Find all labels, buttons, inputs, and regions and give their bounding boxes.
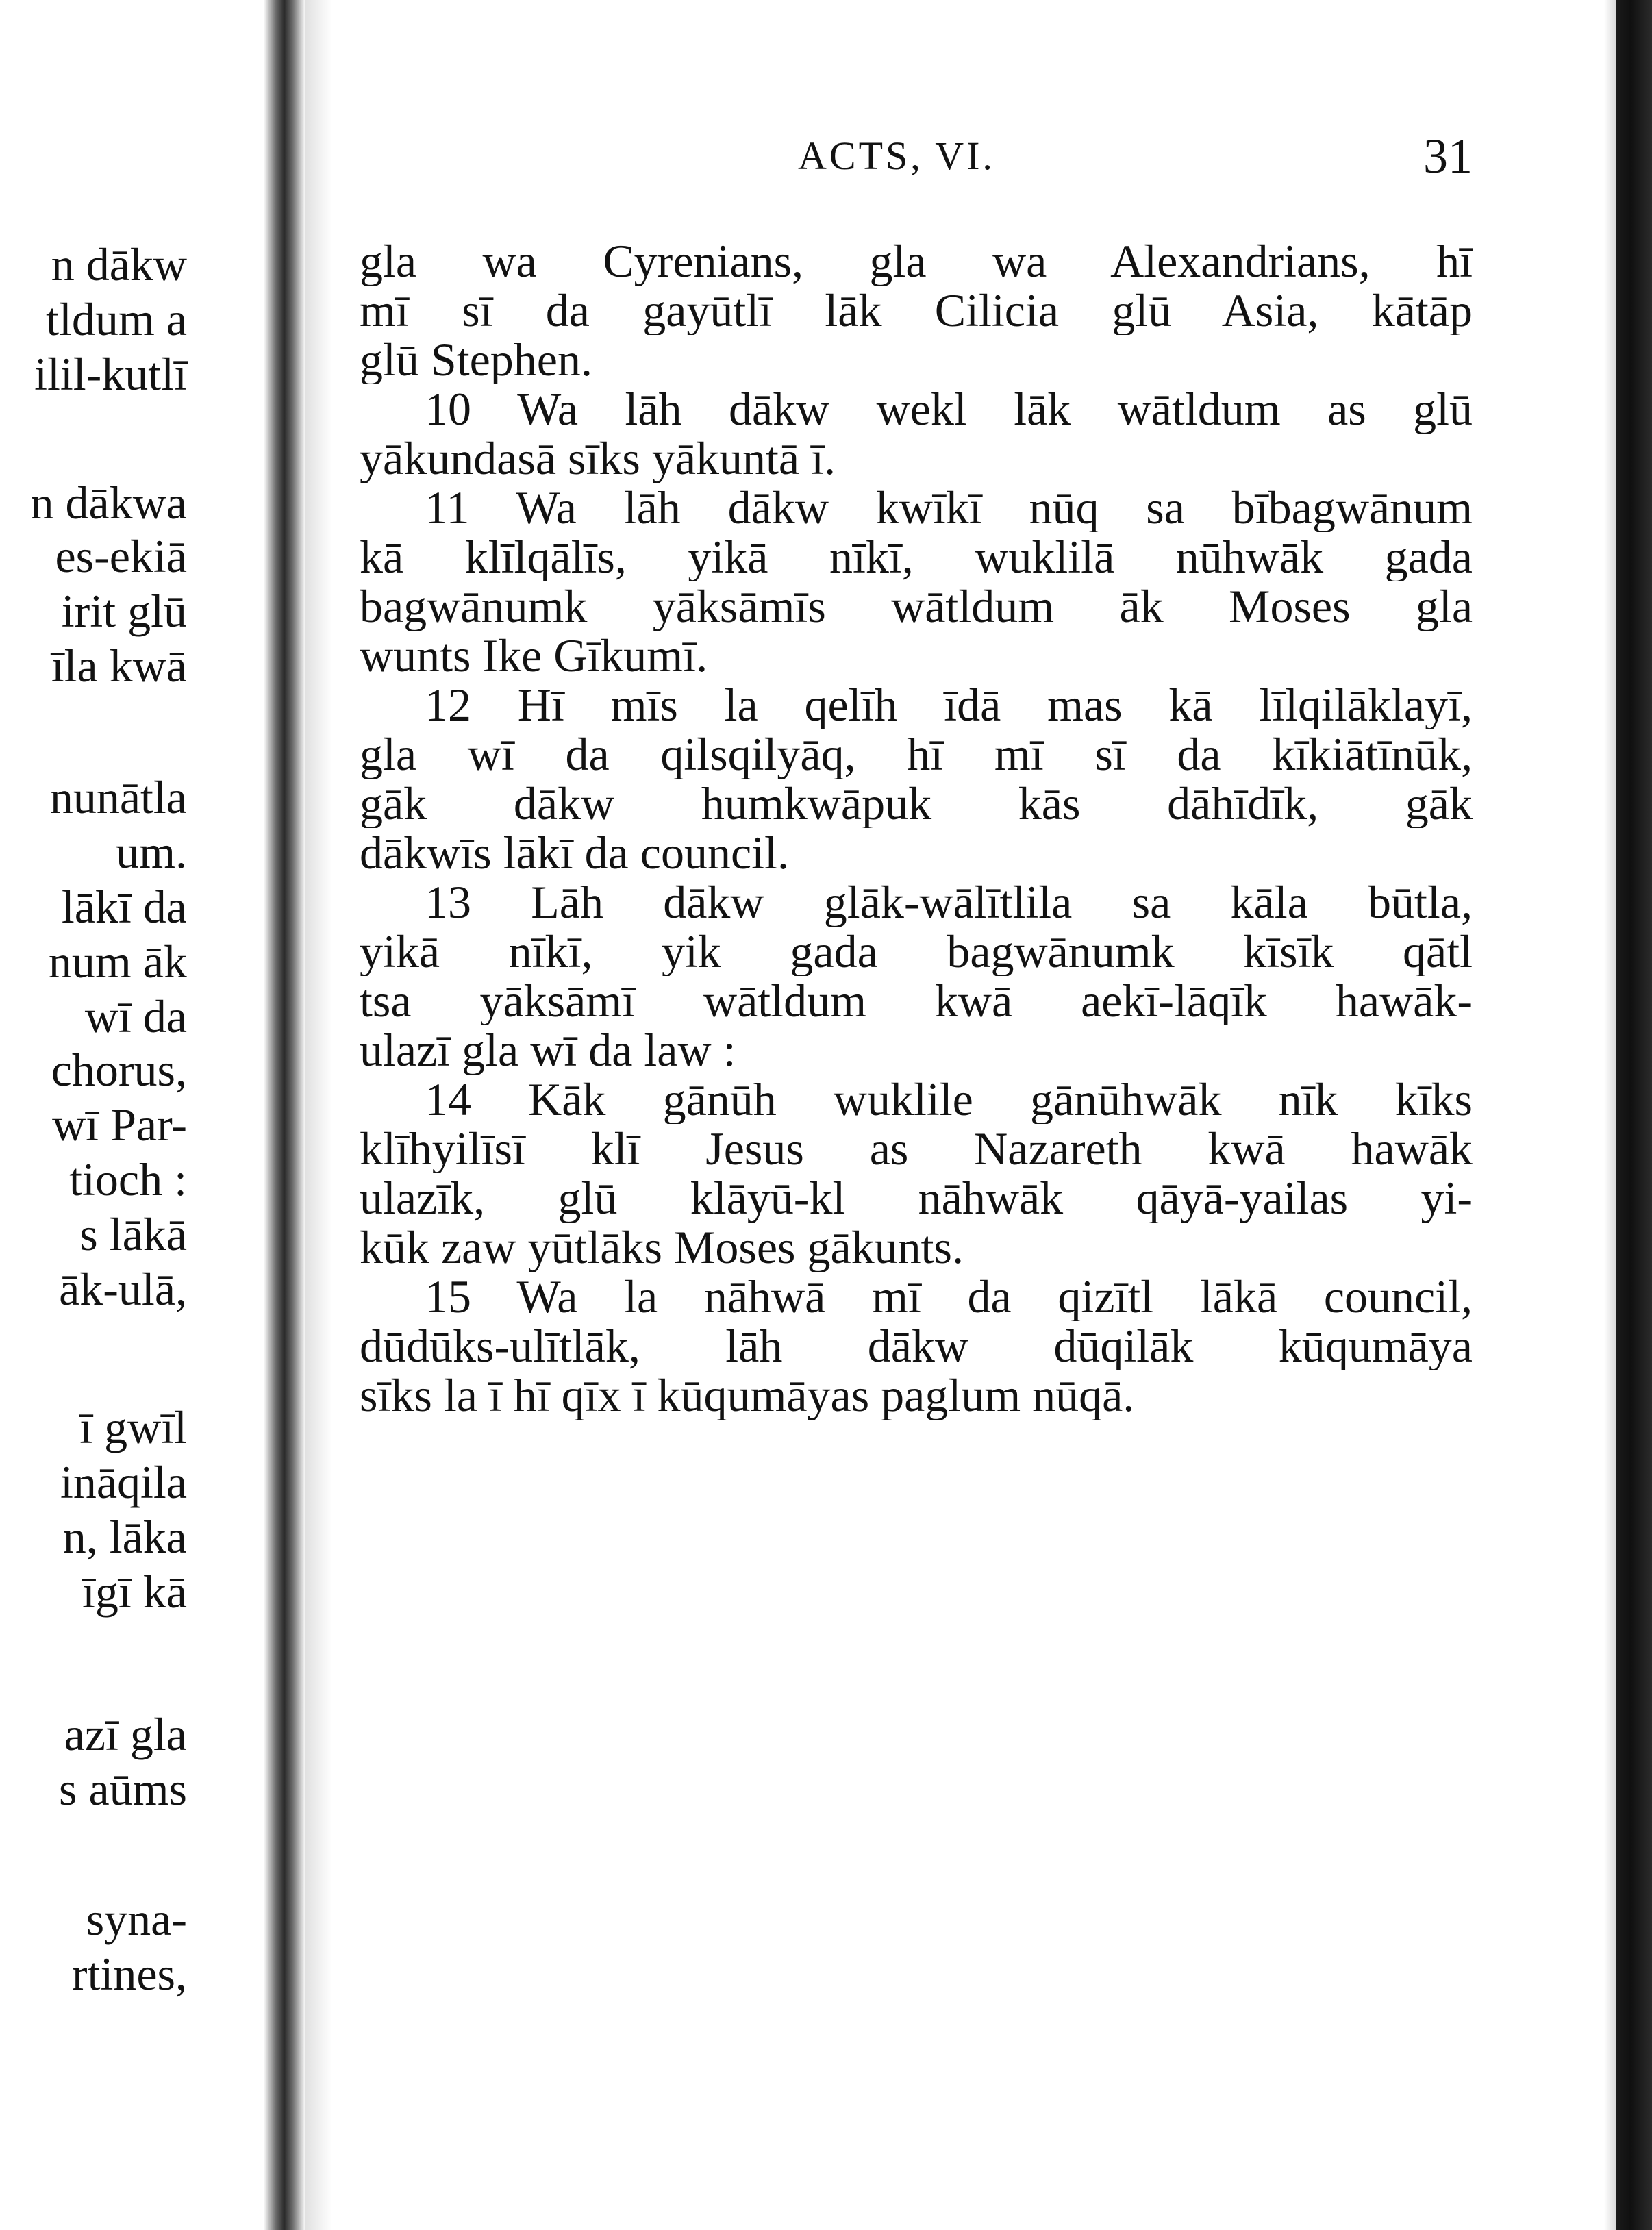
left-page-line: n dākw [51, 238, 187, 290]
left-page-line: wī da [84, 990, 187, 1042]
left-page-line: lākī da [61, 881, 187, 933]
left-page-line: azī gla [64, 1708, 187, 1760]
text-line: dūdūks-ulītlāk, lāh dākw dūqilāk kūqumāya [360, 1321, 1473, 1370]
text-line: yikā nīkī, yik gada bagwānumk kīsīk qātl [360, 927, 1473, 976]
left-page-line: āk-ulā, [59, 1263, 187, 1315]
verse-14-line: 14 Kāk gānūh wuklile gānūhwāk nīk kīks [425, 1075, 1473, 1124]
verse-15-line: 15 Wa la nāhwā mī da qizītl lākā council, [425, 1272, 1473, 1321]
verse-13-line: 13 Lāh dākw glāk-wālītlila sa kāla būtla, [425, 877, 1473, 927]
text-line: dākwīs lākī da council. [360, 828, 789, 877]
text-line: mī sī da gayūtlī lāk Cilicia glū Asia, kātāp [360, 286, 1473, 335]
left-facing-page [0, 0, 264, 2230]
left-page-line: irit glū [61, 585, 187, 637]
text-line: ulazī gla wī da law : [360, 1025, 736, 1075]
book-gutter [264, 0, 305, 2230]
left-page-line: tldum a [46, 293, 187, 345]
text-line: gāk dākw humkwāpuk kās dāhīdīk, gāk [360, 779, 1473, 828]
left-page-line: synа- [86, 1893, 187, 1945]
left-page-line: chorus, [51, 1044, 187, 1096]
text-line: sīks la ī hī qīx ī kūqumāyas paglum nūqā. [360, 1370, 1135, 1420]
text-line: yākundasā sīks yākuntā ī. [360, 434, 836, 483]
text-line: tsa yāksāmī wātldum kwā aekī-lāqīk hawāk- [360, 976, 1473, 1025]
text-line: bagwānumk yāksāmīs wātldum āk Moses gla [360, 581, 1473, 631]
left-page-line: s lākā [79, 1208, 187, 1260]
text-line: klīhyilīsī klī Jesus as Nazareth kwā hawāk [360, 1124, 1473, 1173]
running-title: ACTS, VI. [798, 134, 995, 178]
left-page-line: īla kwā [51, 640, 187, 692]
left-page-line: num āk [48, 936, 187, 988]
body-text [360, 236, 1473, 1420]
gutter-shadow [305, 0, 332, 2230]
left-page-line: nunātla [49, 771, 187, 823]
text-line: kūk zaw yūtlāks Moses gākunts. [360, 1223, 964, 1272]
left-page-line: tioch : [69, 1153, 187, 1205]
left-page-line: s aūms [59, 1763, 187, 1815]
verse-10-line: 10 Wa lāh dākw wekl lāk wātldum as glū [425, 384, 1473, 434]
left-page-line: es-ekiā [55, 530, 187, 582]
left-page-line: īgī kā [82, 1566, 187, 1618]
text-line: wunts Ike Gīkumī. [360, 631, 708, 680]
verse-11-line: 11 Wa lāh dākw kwīkī nūq sa bībagwānum [425, 483, 1473, 532]
text-line: ulazīk, glū klāyū-kl nāhwāk qāyā-yailas yi- [360, 1173, 1473, 1223]
left-page-line: n dākwa [30, 477, 187, 529]
left-page-line: wī Par- [52, 1099, 187, 1151]
text-line: gla wī da qilsqilyāq, hī mī sī da kīkiātīnūk, [360, 729, 1473, 779]
text-line: kā klīlqālīs, yikā nīkī, wuklilā nūhwāk gada [360, 532, 1473, 581]
text-line: glū Stephen. [360, 335, 592, 384]
text-line: gla wa Cyrenians, gla wa Alexandrians, hī [360, 236, 1473, 286]
verse-12-line: 12 Hī mīs la qelīh īdā mas kā līlqilāklayī, [425, 680, 1473, 729]
left-page-line: ināqila [60, 1456, 187, 1508]
left-page-line: ilil-kutlī [34, 348, 187, 400]
book-right-edge [1616, 0, 1652, 2230]
running-header [332, 129, 1473, 184]
page-edge-highlight [1604, 0, 1616, 2230]
main-page [332, 0, 1616, 2230]
left-page-line: um. [116, 826, 187, 878]
left-page-line: n, lāka [62, 1511, 187, 1563]
page-number: 31 [1423, 129, 1473, 184]
left-page-line: rtines, [71, 1948, 187, 2000]
left-page-line: ī gwīl [79, 1401, 187, 1453]
